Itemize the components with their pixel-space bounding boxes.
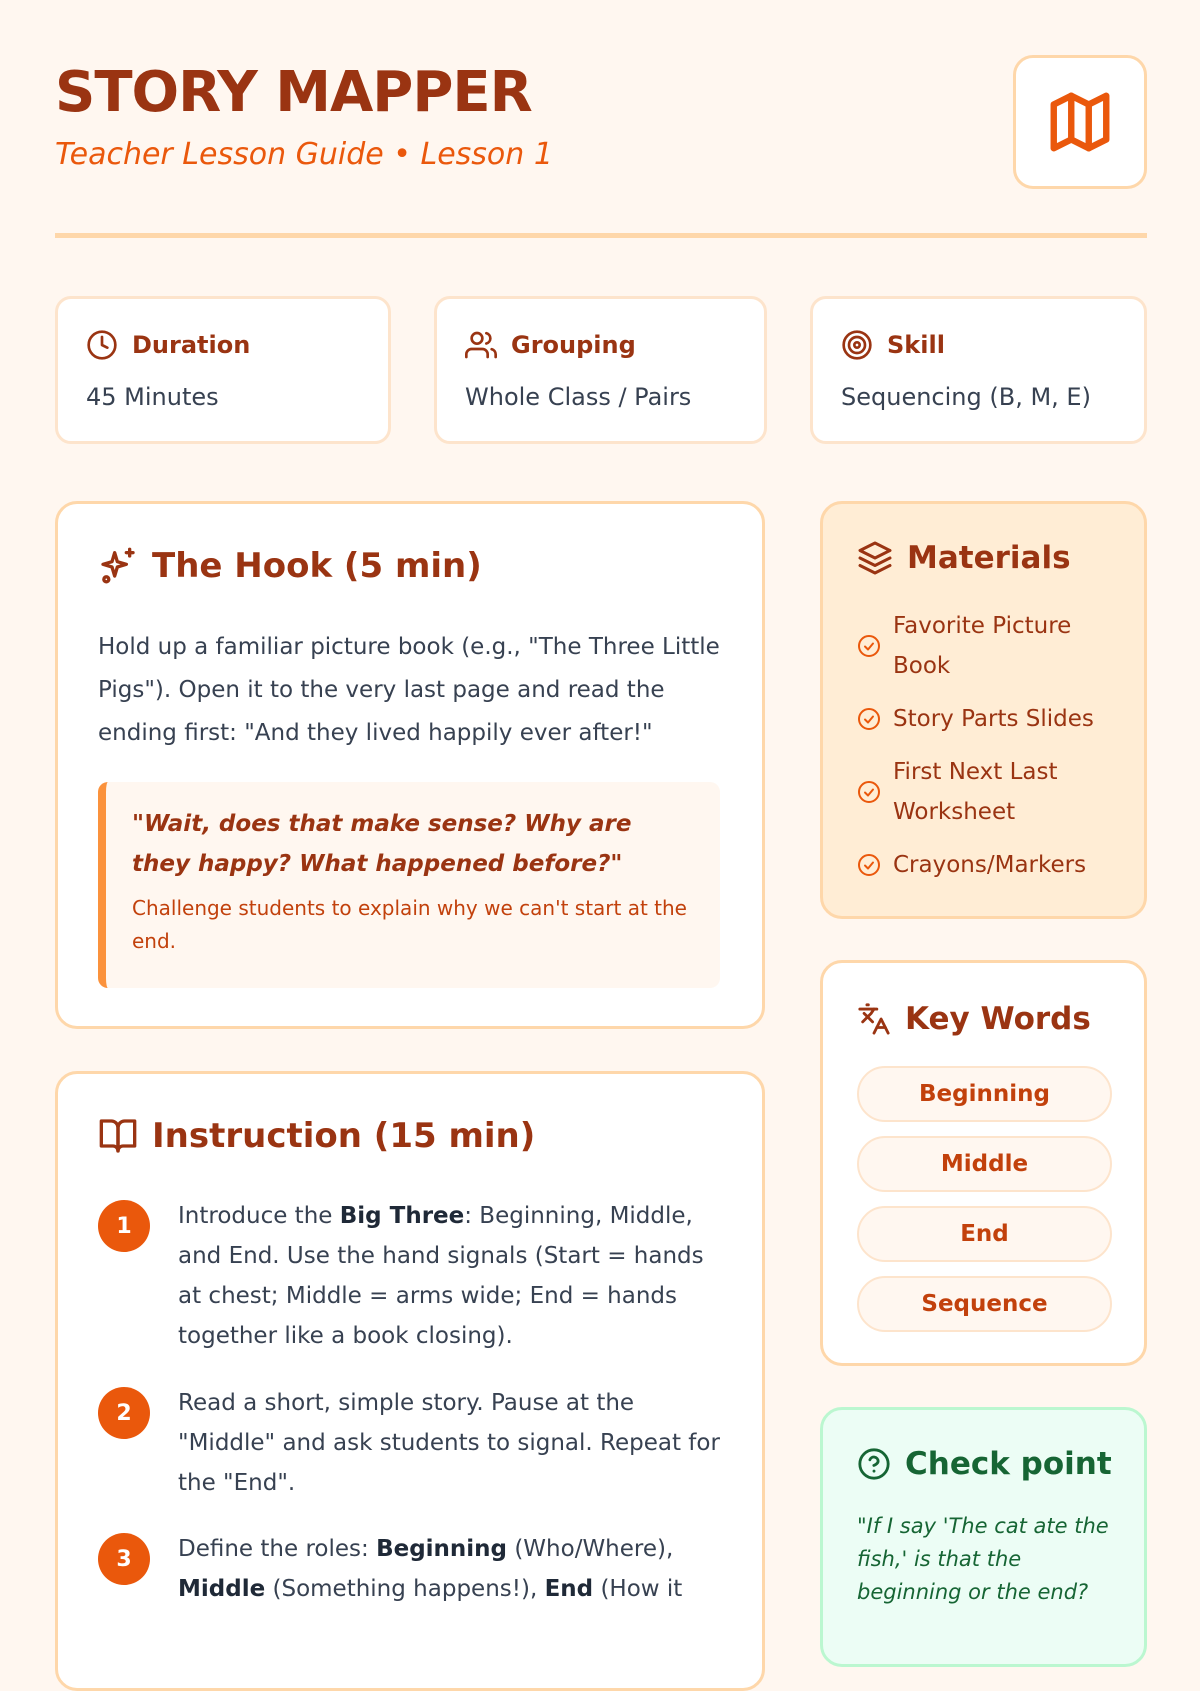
materials-item [857, 752, 1122, 832]
materials-item-label: Story Parts Slides [893, 706, 1094, 732]
stat-value-duration: 45 Minutes [86, 383, 219, 411]
keyword-pill: Beginning [857, 1066, 1112, 1122]
materials-item [857, 606, 1122, 686]
stat-card-skill [810, 296, 1147, 444]
materials-item-label: Favorite Picture Book [893, 613, 1072, 679]
check-circle-icon [857, 780, 881, 804]
checkpoint-title: Check point [905, 1446, 1112, 1482]
clock-icon [86, 329, 118, 361]
page-subtitle: Teacher Lesson Guide • Lesson 1 [55, 137, 553, 172]
materials-card [820, 501, 1147, 919]
stat-card-duration [55, 296, 391, 444]
materials-item [857, 699, 1122, 739]
step-number: 2 [98, 1387, 150, 1439]
materials-item-label: Crayons/Markers [893, 852, 1087, 878]
keyword-pill: Sequence [857, 1276, 1112, 1332]
help-circle-icon [857, 1447, 891, 1481]
map-icon [1045, 87, 1115, 157]
hook-quote: "Wait, does that make sense? Why are they happy? What happened before?" [132, 811, 632, 877]
stat-card-grouping [434, 296, 767, 444]
check-circle-icon [857, 707, 881, 731]
materials-item-label: First Next Last Worksheet [893, 759, 1058, 825]
hook-card [55, 501, 765, 1029]
step-number: 1 [98, 1200, 150, 1252]
translate-icon [857, 1002, 891, 1036]
checkpoint-text: "If I say 'The cat ate the fish,' is that the beginning or the end? [857, 1514, 1109, 1604]
logo-badge [1013, 55, 1147, 189]
sparkles-icon [98, 546, 138, 586]
keywords-title: Key Words [905, 1001, 1091, 1037]
page-title: STORY MAPPER [55, 60, 532, 125]
step-text: Read a short, simple story. Pause at the "Middle" and ask students to signal. Repeat for the "End". [178, 1390, 720, 1496]
materials-title: Materials [907, 540, 1071, 576]
hook-title: The Hook (5 min) [152, 546, 482, 586]
instruction-title: Instruction (15 min) [152, 1116, 536, 1156]
keyword-pill: Middle [857, 1136, 1112, 1192]
materials-item [857, 845, 1122, 885]
stat-label-grouping: Grouping [511, 331, 636, 359]
instruction-card [55, 1071, 765, 1691]
step-text: Introduce the Big Three: Beginning, Middle, and End. Use the hand signals (Start = hands at chest; Middle = arms wide; End = hands together like a book closing). [178, 1203, 704, 1349]
keyword-pill: End [857, 1206, 1112, 1262]
layers-icon [857, 540, 893, 576]
keywords-card [820, 960, 1147, 1366]
book-open-icon [98, 1116, 138, 1156]
page-header [55, 55, 1147, 200]
header-divider [55, 233, 1147, 238]
check-circle-icon [857, 634, 881, 658]
check-circle-icon [857, 853, 881, 877]
step-number: 3 [98, 1533, 150, 1585]
hook-quote-box [98, 782, 720, 988]
stat-value-skill: Sequencing (B, M, E) [841, 383, 1091, 411]
stat-label-skill: Skill [887, 331, 945, 359]
stat-value-grouping: Whole Class / Pairs [465, 383, 692, 411]
users-icon [465, 329, 497, 361]
hook-note: Challenge students to explain why we can't start at the end. [132, 896, 687, 953]
stat-label-duration: Duration [132, 331, 251, 359]
target-icon [841, 329, 873, 361]
step-text: Define the roles: Beginning (Who/Where), Middle (Something happens!), End (How it [178, 1536, 683, 1602]
hook-text: Hold up a familiar picture book (e.g., "The Three Little Pigs"). Open it to the very last page and read the ending first: "And they lived happily ever after!" [98, 634, 720, 746]
checkpoint-card [820, 1407, 1147, 1667]
